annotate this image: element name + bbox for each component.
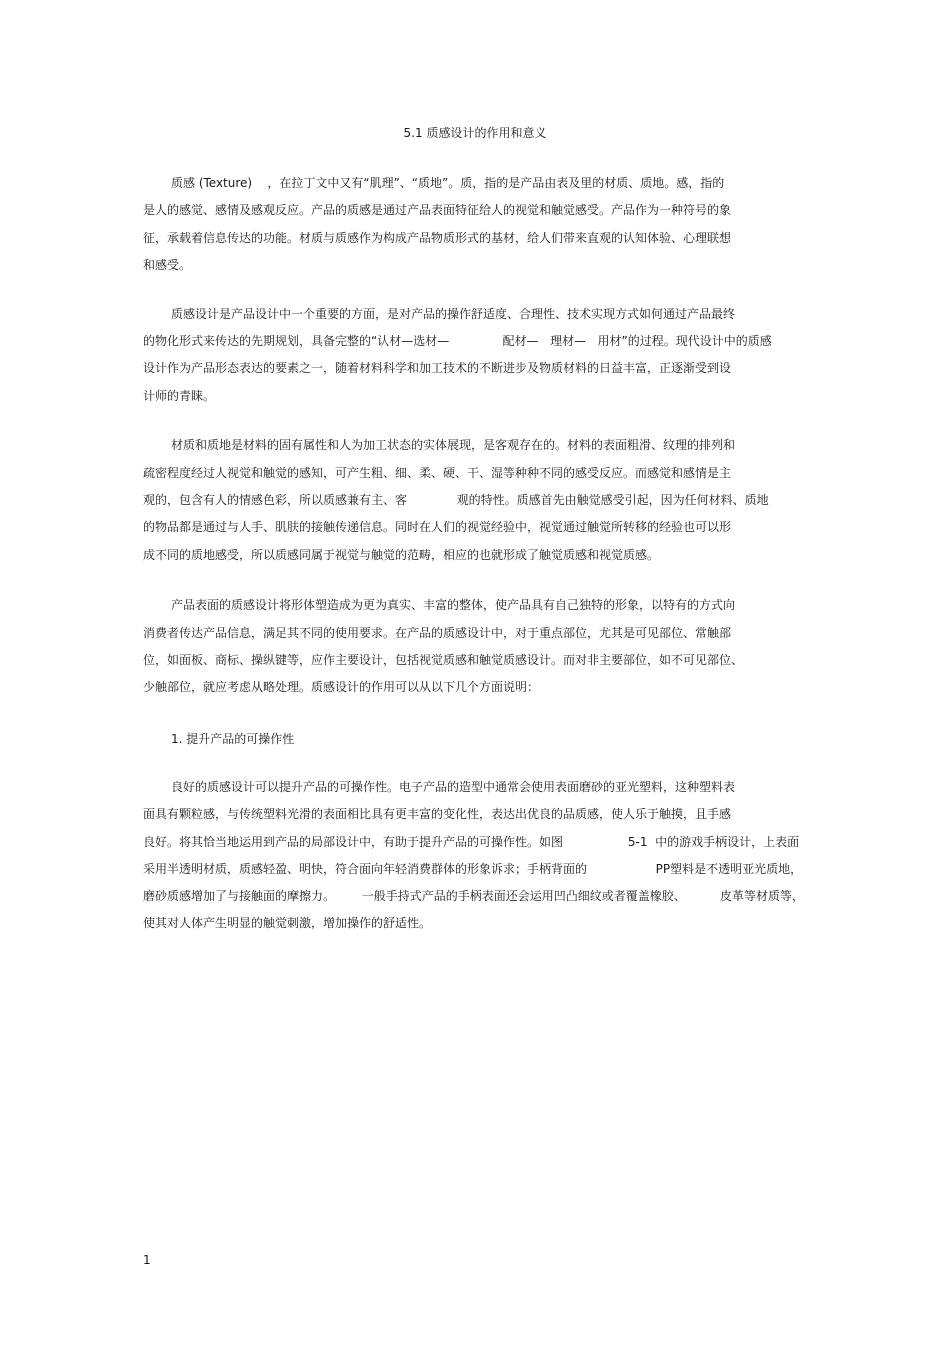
- paragraph-line: 的物品都是通过与人手、肌肤的接触传递信息。同时在人们的视觉经验中，视觉通过触觉所转移的经验也可以形: [143, 520, 732, 534]
- paragraph-line: 少触部位，就应考虑从略处理。质感设计的作用可以从以下几个方面说明：: [143, 680, 540, 694]
- paragraph-line: 的物化形式来传达的先期规划，具备完整的“认材—选材— 配材— 理材— 用材”的过程。现代设计中的质感: [143, 334, 772, 348]
- paragraph-line: 观的，包含有人的情感色彩，所以质感兼有主、客 观的特性。质感首先由触觉感受引起，因为任何材料、质地: [143, 493, 769, 507]
- paragraph-line: 面具有颗粒感，与传统塑料光滑的表面相比具有更丰富的变化性，表达出优良的品质感，使人乐于触摸，且手感: [143, 807, 732, 821]
- paragraph-line: 产品表面的质感设计将形体塑造成为更为真实、丰富的整体，使产品具有自己独特的形象，以特有的方式向: [171, 598, 736, 612]
- paragraph-line: 良好。将其恰当地运用到产品的局部设计中，有助于提升产品的可操作性。如图 5-1 中的游戏手柄设计，上表面: [143, 835, 800, 849]
- paragraph-line: 磨砂质感增加了与接触面的摩擦力。 一般手持式产品的手柄表面还会运用凹凸细纹或者覆盖橡胶、 皮革等材质等，: [143, 889, 805, 903]
- paragraph-line: 材质和质地是材料的固有属性和人为加工状态的实体展现，是客观存在的。材料的表面粗滑、纹理的排列和: [171, 438, 736, 452]
- paragraph-line: 和感受。: [143, 258, 192, 272]
- paragraph-line: 位，如面板、商标、操纵键等，应作主要设计，包括视觉质感和触觉质感设计。而对非主要部位，如不可见部位、: [143, 653, 744, 667]
- paragraph-line: 质感设计是产品设计中一个重要的方面，是对产品的操作舒适度、合理性、技术实现方式如何通过产品最终: [171, 307, 736, 321]
- paragraph-line: 是人的感觉、感情及感观反应。产品的质感是通过产品表面特征给人的视觉和触觉感受。产品作为一种符号的象: [143, 203, 732, 217]
- paragraph-line: 采用半透明材质，质感轻盈、明快，符合面向年轻消费群体的形象诉求；手柄背面的 PP塑料是不透明亚光质地，: [143, 862, 803, 876]
- paragraph-line: 征，承载着信息传达的功能。材质与质感作为构成产品物质形式的基材，给人们带来直观的认知体验、心理联想: [143, 231, 732, 245]
- paragraph-line: 使其对人体产生明显的触觉刺激，增加操作的舒适性。: [143, 916, 432, 930]
- section-title: 5.1 质感设计的作用和意义: [403, 126, 547, 140]
- paragraph-line: 设计作为产品形态表达的要素之一，随着材料科学和加工技术的不断进步及物质材料的日益丰富，正逐渐受到设: [143, 361, 732, 375]
- paragraph-line: 疏密程度经过人视觉和触觉的感知，可产生粗、细、柔、硬、干、湿等种种不同的感受反应。而感觉和感情是主: [143, 466, 732, 480]
- paragraph-line: 成不同的质地感受，所以质感同属于视觉与触觉的范畴，相应的也就形成了触觉质感和视觉质感。: [143, 548, 660, 562]
- subsection-heading: 1. 提升产品的可操作性: [171, 732, 295, 746]
- page-number: 1: [143, 1253, 151, 1267]
- paragraph-line: 消费者传达产品信息，满足其不同的使用要求。在产品的质感设计中，对于重点部位，尤其是可见部位、常触部: [143, 626, 732, 640]
- paragraph-line: 质感 (Texture) ，在拉丁文中又有“肌理”、“质地”。质，指的是产品由表及里的材质、质地。感，指的: [171, 176, 725, 190]
- paragraph-line: 计师的青睐。: [143, 389, 216, 403]
- paragraph-line: 良好的质感设计可以提升产品的可操作性。电子产品的造型中通常会使用表面磨砂的亚光塑料，这种塑料表: [171, 780, 736, 794]
